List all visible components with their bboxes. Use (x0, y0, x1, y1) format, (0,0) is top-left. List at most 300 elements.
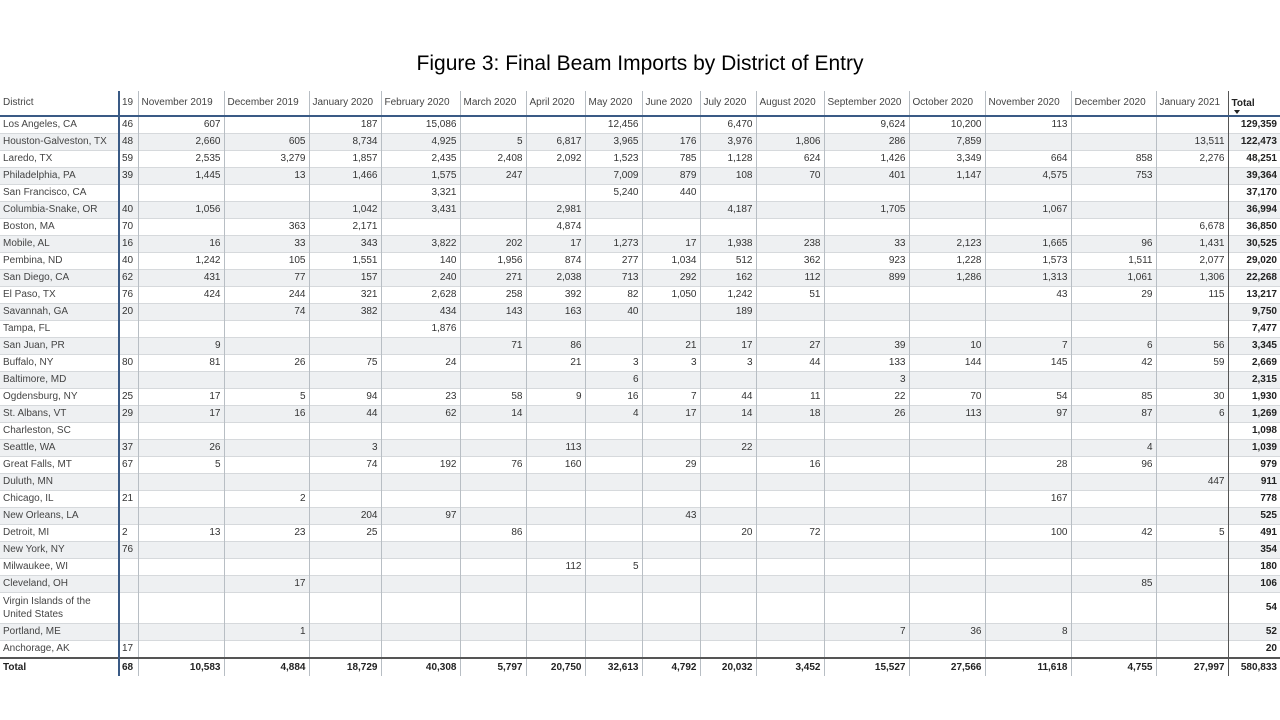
value-cell (381, 576, 460, 593)
value-cell (756, 321, 824, 338)
value-cell: 25 (309, 525, 381, 542)
value-cell (824, 576, 909, 593)
value-cell (700, 542, 756, 559)
column-header[interactable]: September 2020 (824, 91, 909, 116)
value-cell (381, 542, 460, 559)
value-cell (224, 185, 309, 202)
value-cell (381, 440, 460, 457)
totals-cell: 18,729 (309, 658, 381, 676)
value-cell: 292 (642, 270, 700, 287)
table-row (0, 423, 1280, 440)
column-header[interactable]: February 2020 (381, 91, 460, 116)
totals-cell: 580,833 (1228, 658, 1280, 676)
value-cell (909, 372, 985, 389)
value-cell (119, 423, 138, 440)
value-cell: 785 (642, 151, 700, 168)
column-header-label: Total (1231, 98, 1255, 109)
value-cell: 85 (1071, 576, 1156, 593)
column-header[interactable]: August 2020 (756, 91, 824, 116)
value-cell (585, 576, 642, 593)
table-row (0, 168, 1280, 185)
total-cell: 491 (1228, 525, 1280, 542)
value-cell (824, 559, 909, 576)
value-cell: 2,038 (526, 270, 585, 287)
value-cell (642, 641, 700, 659)
value-cell: 76 (460, 457, 526, 474)
value-cell: 22 (824, 389, 909, 406)
value-cell: 7 (985, 338, 1071, 355)
value-cell (909, 287, 985, 304)
value-cell: 17 (224, 576, 309, 593)
value-cell (460, 219, 526, 236)
value-cell (381, 593, 460, 624)
total-cell: 36,994 (1228, 202, 1280, 219)
value-cell (824, 641, 909, 659)
value-cell (642, 372, 700, 389)
totals-cell: 3,452 (756, 658, 824, 676)
table-row (0, 474, 1280, 491)
value-cell (1071, 134, 1156, 151)
table-row (0, 389, 1280, 406)
value-cell (526, 641, 585, 659)
value-cell (909, 440, 985, 457)
value-cell (138, 576, 224, 593)
value-cell (756, 641, 824, 659)
value-cell (756, 474, 824, 491)
total-cell: 1,930 (1228, 389, 1280, 406)
column-header[interactable]: November 2019 (138, 91, 224, 116)
value-cell: 1,876 (381, 321, 460, 338)
value-cell: 33 (824, 236, 909, 253)
value-cell: 113 (909, 406, 985, 423)
value-cell (909, 202, 985, 219)
value-cell (1071, 304, 1156, 321)
totals-label: Total (0, 658, 119, 676)
table-row (0, 559, 1280, 576)
totals-cell: 5,797 (460, 658, 526, 676)
value-cell (381, 474, 460, 491)
value-cell (138, 593, 224, 624)
value-cell (700, 593, 756, 624)
value-cell: 59 (119, 151, 138, 168)
value-cell: 1,147 (909, 168, 985, 185)
value-cell (756, 559, 824, 576)
value-cell (460, 423, 526, 440)
value-cell: 21 (526, 355, 585, 372)
value-cell: 1,034 (642, 253, 700, 270)
value-cell: 16 (119, 236, 138, 253)
value-cell (1071, 321, 1156, 338)
value-cell (1156, 641, 1228, 659)
value-cell (824, 321, 909, 338)
value-cell (1071, 641, 1156, 659)
totals-cell: 15,527 (824, 658, 909, 676)
total-cell: 52 (1228, 624, 1280, 641)
value-cell: 2,077 (1156, 253, 1228, 270)
value-cell: 133 (824, 355, 909, 372)
totals-cell: 4,792 (642, 658, 700, 676)
value-cell: 51 (756, 287, 824, 304)
value-cell (985, 134, 1071, 151)
value-cell: 43 (985, 287, 1071, 304)
value-cell (309, 624, 381, 641)
total-cell: 13,217 (1228, 287, 1280, 304)
value-cell: 21 (119, 491, 138, 508)
value-cell: 2,171 (309, 219, 381, 236)
value-cell: 247 (460, 168, 526, 185)
value-cell (1156, 168, 1228, 185)
value-cell (526, 168, 585, 185)
column-header[interactable]: January 2021 (1156, 91, 1228, 116)
column-header[interactable]: October 2020 (909, 91, 985, 116)
totals-row (0, 658, 1280, 676)
value-cell (526, 423, 585, 440)
value-cell: 74 (309, 457, 381, 474)
value-cell: 1,956 (460, 253, 526, 270)
value-cell (119, 559, 138, 576)
value-cell (642, 593, 700, 624)
value-cell: 2 (224, 491, 309, 508)
value-cell (1156, 423, 1228, 440)
table-row (0, 151, 1280, 168)
value-cell (224, 474, 309, 491)
value-cell: 1,426 (824, 151, 909, 168)
value-cell: 1,806 (756, 134, 824, 151)
value-cell (985, 542, 1071, 559)
value-cell: 4,874 (526, 219, 585, 236)
column-header[interactable]: December 2019 (224, 91, 309, 116)
district-cell: Duluth, MN (0, 474, 119, 491)
value-cell (700, 423, 756, 440)
value-cell (909, 185, 985, 202)
column-header-total[interactable] (1228, 91, 1280, 116)
value-cell (224, 321, 309, 338)
value-cell: 1,128 (700, 151, 756, 168)
value-cell: 44 (700, 389, 756, 406)
value-cell: 16 (224, 406, 309, 423)
value-cell: 17 (526, 236, 585, 253)
value-cell (526, 508, 585, 525)
table-row (0, 338, 1280, 355)
value-cell: 6 (1156, 406, 1228, 423)
value-cell: 258 (460, 287, 526, 304)
value-cell (1071, 559, 1156, 576)
value-cell (700, 185, 756, 202)
value-cell (1071, 202, 1156, 219)
value-cell (824, 542, 909, 559)
value-cell (1156, 508, 1228, 525)
value-cell: 82 (585, 287, 642, 304)
value-cell: 6 (1071, 338, 1156, 355)
value-cell (224, 508, 309, 525)
district-cell: New Orleans, LA (0, 508, 119, 525)
value-cell: 879 (642, 168, 700, 185)
value-cell (119, 508, 138, 525)
value-cell (756, 593, 824, 624)
value-cell (985, 219, 1071, 236)
value-cell: 40 (119, 202, 138, 219)
value-cell: 7 (642, 389, 700, 406)
value-cell: 2 (119, 525, 138, 542)
value-cell: 286 (824, 134, 909, 151)
total-cell: 525 (1228, 508, 1280, 525)
value-cell (1156, 321, 1228, 338)
value-cell (585, 525, 642, 542)
value-cell (700, 219, 756, 236)
value-cell (824, 457, 909, 474)
value-cell: 3 (824, 372, 909, 389)
total-cell: 1,039 (1228, 440, 1280, 457)
value-cell: 1,313 (985, 270, 1071, 287)
value-cell: 363 (224, 219, 309, 236)
value-cell (460, 355, 526, 372)
value-cell: 29 (1071, 287, 1156, 304)
table-row (0, 287, 1280, 304)
value-cell: 6 (585, 372, 642, 389)
value-cell: 753 (1071, 168, 1156, 185)
value-cell (1156, 116, 1228, 134)
value-cell: 277 (585, 253, 642, 270)
value-cell: 1,061 (1071, 270, 1156, 287)
value-cell (642, 542, 700, 559)
district-cell: Baltimore, MD (0, 372, 119, 389)
value-cell: 1,511 (1071, 253, 1156, 270)
value-cell (700, 372, 756, 389)
value-cell (119, 576, 138, 593)
value-cell: 29 (642, 457, 700, 474)
value-cell: 3 (585, 355, 642, 372)
value-cell (909, 593, 985, 624)
value-cell: 624 (756, 151, 824, 168)
value-cell: 144 (909, 355, 985, 372)
value-cell: 70 (756, 168, 824, 185)
value-cell: 113 (985, 116, 1071, 134)
district-cell: Mobile, AL (0, 236, 119, 253)
value-cell: 10 (909, 338, 985, 355)
value-cell: 70 (909, 389, 985, 406)
value-cell: 447 (1156, 474, 1228, 491)
value-cell (309, 641, 381, 659)
value-cell (985, 185, 1071, 202)
table-row (0, 270, 1280, 287)
value-cell: 13,511 (1156, 134, 1228, 151)
value-cell (138, 321, 224, 338)
column-header[interactable]: November 2020 (985, 91, 1071, 116)
value-cell (700, 576, 756, 593)
value-cell (985, 641, 1071, 659)
value-cell (824, 474, 909, 491)
table-row (0, 355, 1280, 372)
value-cell: 244 (224, 287, 309, 304)
value-cell (309, 321, 381, 338)
value-cell (1071, 542, 1156, 559)
value-cell (1156, 440, 1228, 457)
value-cell (756, 440, 824, 457)
district-cell: New York, NY (0, 542, 119, 559)
value-cell (138, 542, 224, 559)
total-cell: 20 (1228, 641, 1280, 659)
column-header[interactable]: May 2020 (585, 91, 642, 116)
value-cell: 115 (1156, 287, 1228, 304)
totals-cell: 4,755 (1071, 658, 1156, 676)
value-cell: 1,551 (309, 253, 381, 270)
value-cell (119, 372, 138, 389)
value-cell (381, 372, 460, 389)
total-cell: 129,359 (1228, 116, 1280, 134)
total-cell: 2,669 (1228, 355, 1280, 372)
column-header[interactable]: January 2020 (309, 91, 381, 116)
value-cell (700, 457, 756, 474)
value-cell: 1,067 (985, 202, 1071, 219)
total-cell: 36,850 (1228, 219, 1280, 236)
value-cell (119, 474, 138, 491)
column-header[interactable]: March 2020 (460, 91, 526, 116)
value-cell: 401 (824, 168, 909, 185)
value-cell: 7,009 (585, 168, 642, 185)
value-cell: 112 (756, 270, 824, 287)
value-cell (119, 338, 138, 355)
value-cell: 17 (138, 389, 224, 406)
value-cell: 97 (381, 508, 460, 525)
total-cell: 1,098 (1228, 423, 1280, 440)
totals-cell: 27,566 (909, 658, 985, 676)
value-cell (460, 641, 526, 659)
value-cell (1156, 624, 1228, 641)
value-cell (909, 474, 985, 491)
value-cell: 2,408 (460, 151, 526, 168)
value-cell: 17 (642, 236, 700, 253)
value-cell (824, 525, 909, 542)
value-cell (824, 304, 909, 321)
value-cell (585, 641, 642, 659)
value-cell (1156, 576, 1228, 593)
value-cell: 70 (119, 219, 138, 236)
value-cell: 1,445 (138, 168, 224, 185)
value-cell (1156, 457, 1228, 474)
value-cell (460, 559, 526, 576)
value-cell: 16 (138, 236, 224, 253)
total-cell: 354 (1228, 542, 1280, 559)
value-cell (909, 491, 985, 508)
value-cell (909, 542, 985, 559)
value-cell (1071, 423, 1156, 440)
district-cell: Columbia-Snake, OR (0, 202, 119, 219)
value-cell (381, 559, 460, 576)
column-header[interactable]: July 2020 (700, 91, 756, 116)
value-cell: 1,665 (985, 236, 1071, 253)
district-cell: San Diego, CA (0, 270, 119, 287)
value-cell (1071, 624, 1156, 641)
value-cell: 1,306 (1156, 270, 1228, 287)
value-cell (756, 624, 824, 641)
totals-cell: 4,884 (224, 658, 309, 676)
value-cell: 160 (526, 457, 585, 474)
value-cell (985, 576, 1071, 593)
value-cell (138, 491, 224, 508)
value-cell: 1,573 (985, 253, 1071, 270)
value-cell (909, 641, 985, 659)
value-cell: 440 (642, 185, 700, 202)
value-cell: 37 (119, 440, 138, 457)
value-cell: 4,187 (700, 202, 756, 219)
value-cell: 24 (381, 355, 460, 372)
district-cell: Tampa, FL (0, 321, 119, 338)
value-cell: 96 (1071, 236, 1156, 253)
value-cell: 58 (460, 389, 526, 406)
column-header[interactable]: April 2020 (526, 91, 585, 116)
value-cell (585, 321, 642, 338)
value-cell (700, 559, 756, 576)
value-cell (526, 116, 585, 134)
value-cell (585, 338, 642, 355)
value-cell (642, 116, 700, 134)
value-cell: 15,086 (381, 116, 460, 134)
value-cell (526, 491, 585, 508)
value-cell: 7,859 (909, 134, 985, 151)
value-cell: 75 (309, 355, 381, 372)
value-cell (224, 457, 309, 474)
value-cell (460, 508, 526, 525)
value-cell (756, 372, 824, 389)
value-cell (700, 641, 756, 659)
value-cell (460, 593, 526, 624)
value-cell: 39 (119, 168, 138, 185)
column-header[interactable]: 19 (119, 91, 138, 116)
value-cell (985, 304, 1071, 321)
value-cell (585, 423, 642, 440)
column-header[interactable]: December 2020 (1071, 91, 1156, 116)
value-cell: 664 (985, 151, 1071, 168)
value-cell: 2,092 (526, 151, 585, 168)
total-cell: 29,020 (1228, 253, 1280, 270)
value-cell: 44 (756, 355, 824, 372)
district-cell: Detroit, MI (0, 525, 119, 542)
value-cell: 2,435 (381, 151, 460, 168)
value-cell (526, 624, 585, 641)
value-cell: 1,242 (138, 253, 224, 270)
totals-cell: 10,583 (138, 658, 224, 676)
value-cell (309, 474, 381, 491)
value-cell (460, 576, 526, 593)
column-header[interactable]: June 2020 (642, 91, 700, 116)
value-cell (585, 219, 642, 236)
value-cell: 74 (224, 304, 309, 321)
value-cell: 12,456 (585, 116, 642, 134)
value-cell: 1,242 (700, 287, 756, 304)
value-cell: 2,981 (526, 202, 585, 219)
table-row (0, 508, 1280, 525)
district-cell: Laredo, TX (0, 151, 119, 168)
value-cell (824, 185, 909, 202)
value-cell (985, 593, 1071, 624)
value-cell: 1,431 (1156, 236, 1228, 253)
value-cell (381, 525, 460, 542)
value-cell (526, 525, 585, 542)
value-cell: 189 (700, 304, 756, 321)
value-cell: 3,279 (224, 151, 309, 168)
value-cell: 434 (381, 304, 460, 321)
value-cell (824, 491, 909, 508)
value-cell (224, 338, 309, 355)
value-cell (585, 542, 642, 559)
column-header-district[interactable]: District (0, 91, 119, 116)
table-row (0, 457, 1280, 474)
value-cell (119, 624, 138, 641)
value-cell: 14 (700, 406, 756, 423)
value-cell: 27 (756, 338, 824, 355)
value-cell (381, 624, 460, 641)
value-cell: 5 (224, 389, 309, 406)
